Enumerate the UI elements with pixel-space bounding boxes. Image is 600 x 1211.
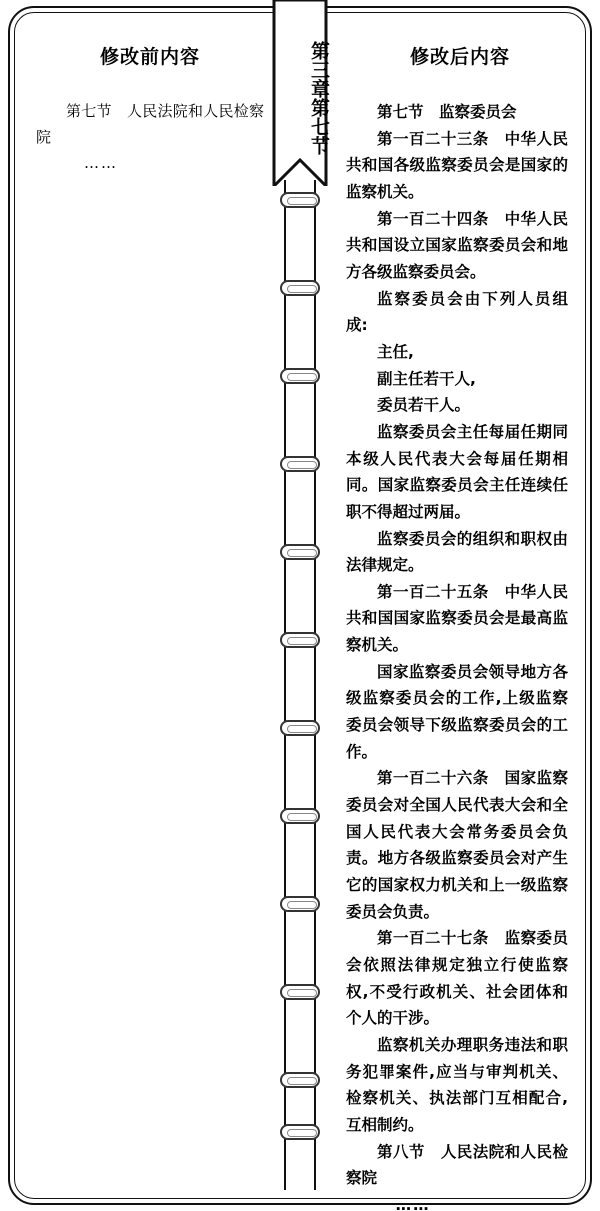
after-paragraph-5: 主任, [377, 342, 414, 361]
spine-line-right [314, 180, 316, 1190]
after-paragraph-13: 第一百二十七条 监察委员会依照法律规定独立行使监察权,不受行政机关、社会团体和个人的干涉。 [346, 929, 568, 1028]
after-paragraph-7: 委员若干人。 [377, 396, 471, 415]
after-paragraph-14: 监察机关办理职务违法和职务犯罪案件,应当与审判机关、检察机关、执法部门互相配合,互相制约。 [346, 1035, 568, 1134]
after-paragraph-6: 副主任若干人, [377, 369, 476, 388]
before-column-body [36, 99, 264, 176]
after-paragraph-11: 国家监察委员会领导地方各级监察委员会的工作,上级监察委员会领导下级监察委员会的工作。 [346, 662, 568, 761]
binding-ring [280, 544, 320, 560]
binding-ring [280, 456, 320, 472]
after-paragraph-16: …… [395, 1195, 431, 1211]
before-paragraph-1: 第七节 人民法院和人民检察院 [36, 102, 264, 146]
before-column-title: 修改前内容 [99, 46, 200, 68]
after-paragraph-4: 监察委员会由下列人员组成: [346, 289, 568, 335]
spine-line-left [284, 180, 286, 1190]
before-paragraph-2: …… [84, 153, 118, 172]
binding-ring [280, 368, 320, 384]
after-paragraph-2: 第一百二十三条 中华人民共和国各级监察委员会是国家的监察机关。 [346, 129, 568, 201]
binding-ring [280, 984, 320, 1000]
binding-ring [280, 1124, 320, 1140]
after-paragraph-1: 第七节 监察委员会 [377, 103, 517, 121]
chapter-ribbon [272, 0, 328, 186]
after-paragraph-10: 第一百二十五条 中华人民共和国国家监察委员会是最高监察机关。 [346, 582, 568, 655]
binding-ring [280, 720, 320, 736]
after-paragraph-15: 第八节 人民法院和人民检察院 [346, 1142, 568, 1188]
ribbon-label-wrap [272, 8, 328, 173]
binding-ring [280, 896, 320, 912]
after-column-body [346, 99, 568, 1211]
after-column [340, 12, 586, 1211]
after-paragraph-9: 监察委员会的组织和职权由法律规定。 [346, 529, 568, 575]
before-column [14, 12, 286, 1199]
after-paragraph-12: 第一百二十六条 国家监察委员会对全国人民代表大会和全国人民代表大会常务委员会负责。地方各级监察委员会对产生它的国家权力机关和上一级监察委员会负责。 [346, 769, 568, 921]
after-paragraph-3: 第一百二十四条 中华人民共和国设立国家监察委员会和地方各级监察委员会。 [346, 209, 568, 281]
binding-ring [280, 632, 320, 648]
after-column-title: 修改后内容 [409, 46, 510, 68]
binding-ring [280, 1072, 320, 1088]
binding-ring [280, 808, 320, 824]
chapter-ribbon-label: 第三章第七节 [308, 41, 330, 155]
after-paragraph-8: 监察委员会主任每届任期同本级人民代表大会每届任期相同。国家监察委员会主任连续任职不得超过两届。 [346, 422, 568, 521]
binding-ring [280, 192, 320, 208]
binding-ring [280, 280, 320, 296]
spiral-binding [274, 180, 326, 1190]
